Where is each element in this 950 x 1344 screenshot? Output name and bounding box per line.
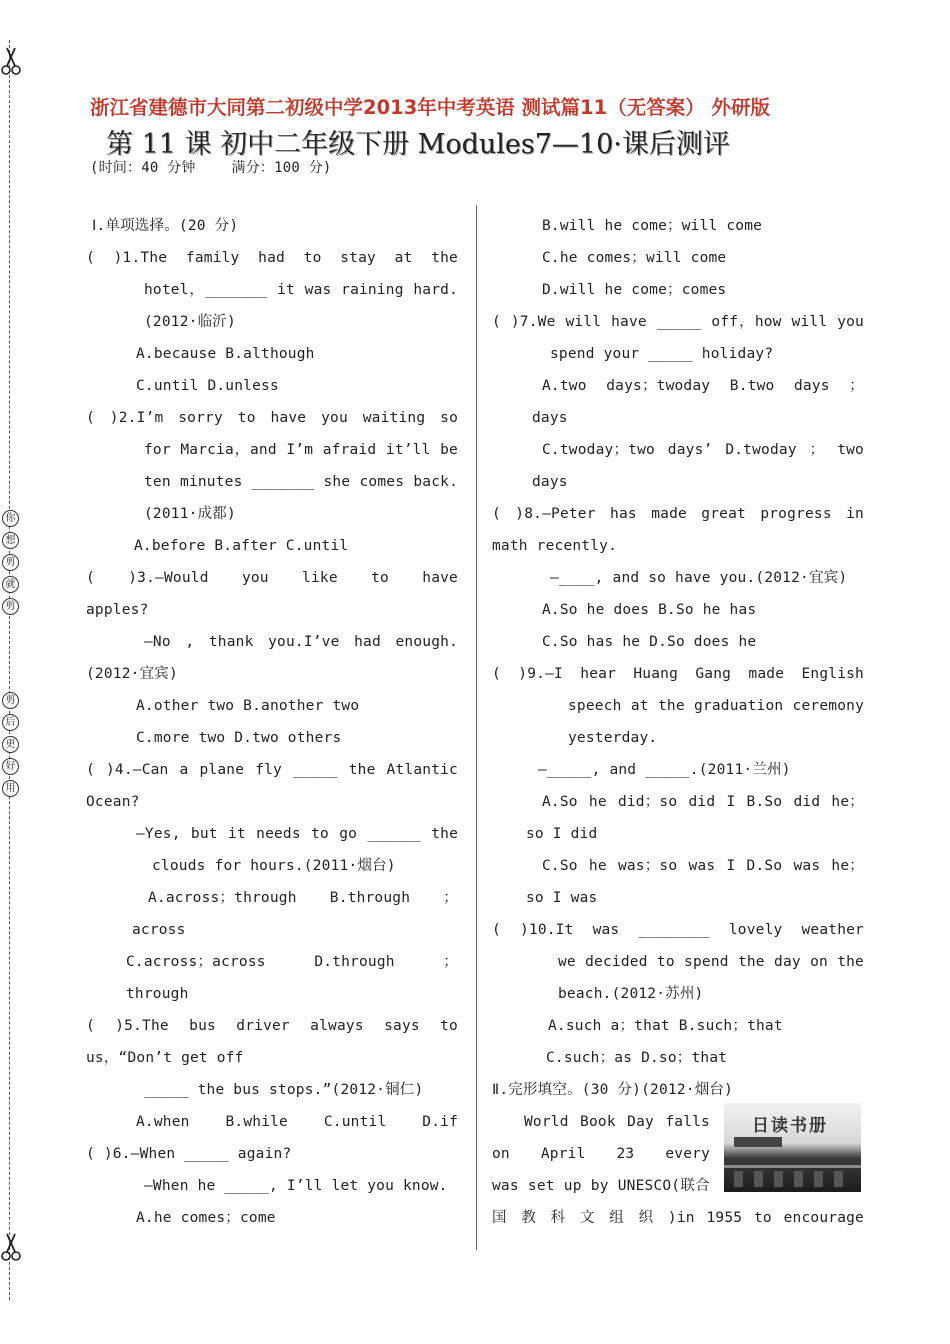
scissors-icon bbox=[0, 46, 22, 76]
text-line: for Marcia，and I’m afraid it’ll be bbox=[144, 442, 458, 458]
text-line: 国 教 科 文 组 织 )in 1955 to encourage bbox=[492, 1210, 864, 1226]
text-line: A.such a；that B.such；that bbox=[548, 1018, 783, 1034]
text-line: A.when B.while C.until D.if bbox=[136, 1114, 458, 1130]
text-line: (2012·临沂) bbox=[144, 314, 236, 330]
cut-char: 好 bbox=[2, 758, 19, 775]
text-line: —____, and so have you.(2012·宜宾) bbox=[550, 570, 848, 586]
text-line: World Book Day falls bbox=[524, 1114, 710, 1130]
text-line: (2012·宜宾) bbox=[86, 666, 178, 682]
text-line: (2011·成都) bbox=[144, 506, 236, 522]
cut-char: 就 bbox=[2, 576, 19, 593]
text-line: days bbox=[532, 410, 568, 426]
exam-info bbox=[90, 157, 331, 177]
text-line: ( )5.The bus driver always says to bbox=[86, 1018, 458, 1034]
text-line: A.So he does B.So he has bbox=[542, 602, 757, 618]
picture-caption: 日读书册 bbox=[752, 1116, 828, 1136]
text-line: apples? bbox=[86, 602, 149, 618]
text-line: ten minutes _______ she comes back. bbox=[144, 474, 458, 490]
text-line: ( )1.The family had to stay at the bbox=[86, 250, 458, 266]
text-line: math recently. bbox=[492, 538, 618, 554]
right-column bbox=[492, 210, 864, 1234]
text-line: C.So has he D.So does he bbox=[542, 634, 757, 650]
cut-char: 剪 bbox=[2, 554, 19, 571]
text-line: ( )9.—I hear Huang Gang made English bbox=[492, 666, 864, 682]
document-title: 浙江省建德市大同第二初级中学2013年中考英语 测试篇11（无答案） 外研版 bbox=[90, 96, 770, 119]
text-line: C.he comes；will come bbox=[542, 250, 727, 266]
text-line: days bbox=[532, 474, 568, 490]
text-line: ( )4.—Can a plane fly _____ the Atlantic bbox=[86, 762, 458, 778]
cut-line bbox=[9, 40, 10, 1300]
cut-char: 更 bbox=[2, 736, 19, 753]
text-line: yesterday. bbox=[568, 730, 658, 746]
text-line: A.across；through B.through ； bbox=[148, 890, 458, 906]
text-line: C.across；across D.through ； bbox=[126, 954, 458, 970]
text-line: ( )7.We will have _____ off，how will you bbox=[492, 314, 864, 330]
text-line: A.because B.although bbox=[136, 346, 315, 362]
cut-char: 用 bbox=[2, 780, 19, 797]
text-line: —_____, and _____.(2011·兰州) bbox=[538, 762, 791, 778]
text-line: on April 23 every bbox=[492, 1146, 710, 1162]
text-line: —Yes, but it needs to go ______ the bbox=[136, 826, 458, 842]
text-line: —No , thank you.I’ve had enough. bbox=[144, 634, 458, 650]
text-line: ( )6.—When _____ again? bbox=[86, 1146, 292, 1162]
text-line: A.before B.after C.until bbox=[134, 538, 349, 554]
scissors-icon bbox=[0, 1232, 22, 1262]
cut-text-bottom bbox=[2, 692, 20, 802]
text-line: C.twoday；two days’ D.twoday ； two bbox=[542, 442, 864, 458]
text-line: C.such；as D.so；that bbox=[546, 1050, 728, 1066]
text-line: —When he _____, I’ll let you know. bbox=[144, 1178, 448, 1194]
text-line: C.more two D.two others bbox=[136, 730, 342, 746]
lesson-title: 第 11 课 初中二年级下册 Modules7—10·课后测评 bbox=[106, 129, 730, 160]
text-line: we decided to spend the day on the bbox=[558, 954, 864, 970]
text-line: clouds for hours.(2011·烟台) bbox=[152, 858, 396, 874]
world-book-day-picture bbox=[724, 1103, 861, 1192]
text-line: A.So he did；so did I B.So did he； bbox=[542, 794, 864, 810]
text-line: ( )2.I’m sorry to have you waiting so bbox=[86, 410, 458, 426]
text-line: _____ the bus stops.”(2012·铜仁) bbox=[144, 1082, 424, 1098]
text-line: beach.(2012·苏州) bbox=[558, 986, 704, 1002]
text-line: hotel，_______ it was raining hard. bbox=[144, 282, 458, 298]
text-line: through bbox=[126, 986, 189, 1002]
full-score: 满分：100 分) bbox=[231, 160, 332, 176]
text-line: C.until D.unless bbox=[136, 378, 279, 394]
text-line: Ⅱ.完形填空。(30 分)(2012·烟台) bbox=[492, 1082, 734, 1098]
text-line: so I was bbox=[526, 890, 598, 906]
text-line: across bbox=[132, 922, 186, 938]
left-column bbox=[86, 210, 458, 1234]
text-line: A.other two B.another two bbox=[136, 698, 360, 714]
text-line: was set up by UNESCO(联合 bbox=[492, 1178, 710, 1194]
time-limit: (时间：40 分钟 bbox=[90, 160, 196, 176]
cut-char: 你 bbox=[2, 510, 19, 527]
text-line: ( )3.—Would you like to have bbox=[86, 570, 458, 586]
column-divider bbox=[476, 205, 477, 1250]
text-line: Ocean? bbox=[86, 794, 140, 810]
cut-char: 想 bbox=[2, 532, 19, 549]
text-line: A.he comes；come bbox=[136, 1210, 276, 1226]
text-line: D.will he come；comes bbox=[542, 282, 727, 298]
text-line: A.two days；twoday B.two days ； bbox=[542, 378, 864, 394]
text-line: B.will he come；will come bbox=[542, 218, 763, 234]
text-line: ( )10.It was ________ lovely weather bbox=[492, 922, 864, 938]
cut-char: 剪 bbox=[2, 692, 19, 709]
text-line: ( )8.—Peter has made great progress in bbox=[492, 506, 864, 522]
text-line: spend your _____ holiday? bbox=[550, 346, 774, 362]
cut-char: 后 bbox=[2, 714, 19, 731]
text-line: C.So he was；so was I D.So was he； bbox=[542, 858, 864, 874]
text-line: speech at the graduation ceremony bbox=[568, 698, 864, 714]
text-line: so I did bbox=[526, 826, 598, 842]
text-line: Ⅰ.单项选择。(20 分) bbox=[92, 218, 239, 234]
cut-char: 剪 bbox=[2, 598, 19, 615]
cut-text-top bbox=[2, 510, 20, 620]
text-line: us，“Don’t get off bbox=[86, 1050, 244, 1066]
